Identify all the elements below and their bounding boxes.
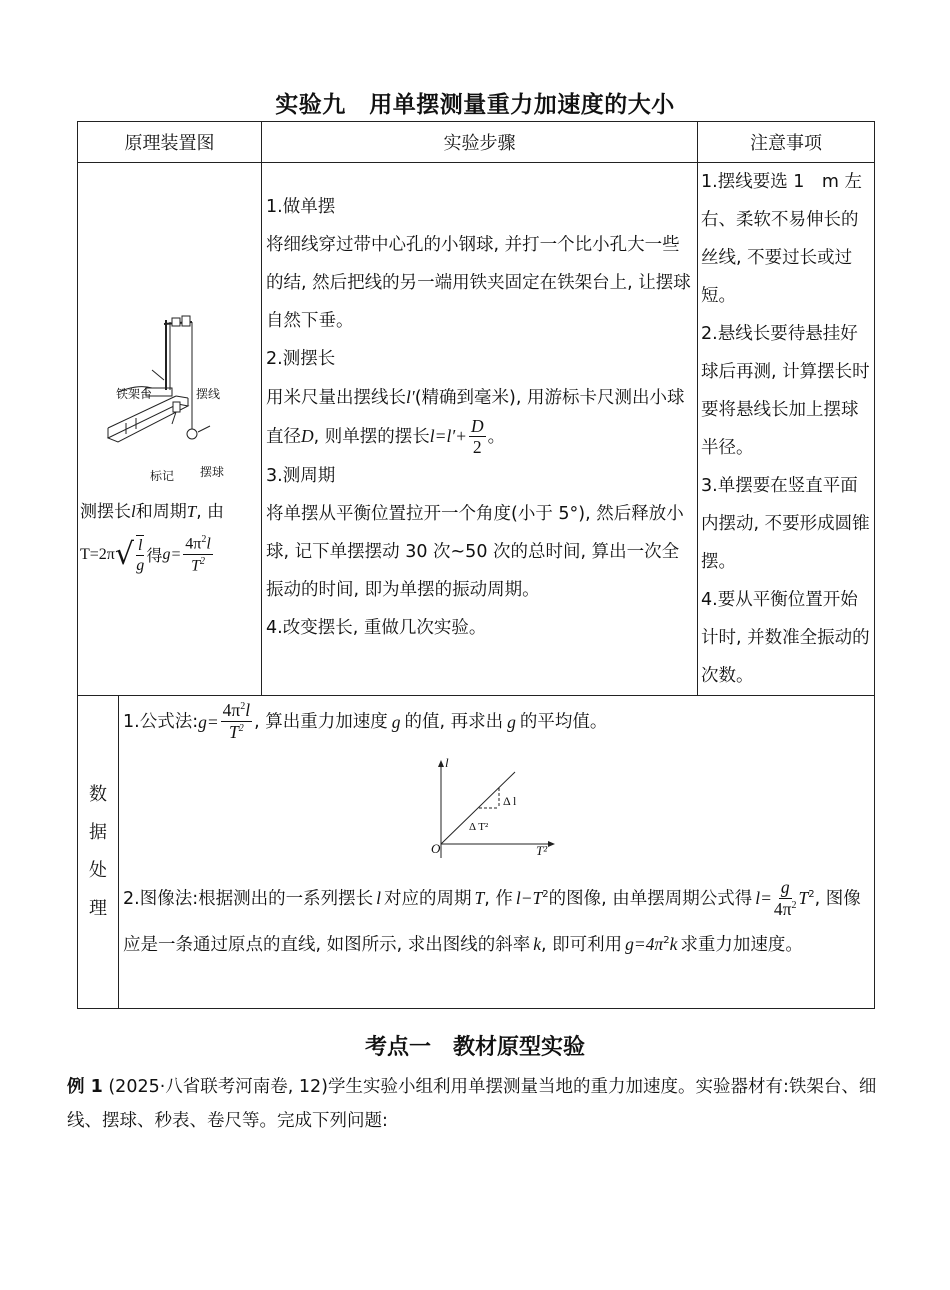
m1-num: 4π: [222, 700, 241, 720]
m2-k2: k: [669, 933, 678, 954]
notes-cell: [698, 163, 875, 696]
m2-l: l: [376, 887, 381, 908]
m2-T2: T: [798, 887, 809, 908]
formula-g: g=: [162, 545, 182, 563]
label-bob: 摆球: [200, 465, 225, 479]
experiment-table: [77, 121, 875, 1009]
header-steps: 实验步骤: [262, 122, 698, 163]
graph-delta-T2: Δ T²: [469, 821, 489, 833]
header-notes: 注意事项: [698, 122, 875, 163]
m2-f: 求重力加速度。: [680, 934, 803, 955]
label-stand: 铁架台: [116, 387, 153, 401]
formula-frac: $\frac{4\pi^2l}{T^2}$: [185, 534, 211, 574]
apparatus-formula: [80, 535, 215, 574]
graph-origin: O: [431, 841, 441, 856]
formula-T: T=2π: [80, 545, 115, 563]
label-string: 摆线: [196, 387, 221, 401]
step1-title: 1.做单摆: [266, 197, 336, 217]
m2-k: k: [533, 933, 542, 954]
m2-b: , 作: [484, 888, 513, 909]
frac-num-tail: l: [206, 535, 211, 553]
step2-D: D: [301, 426, 314, 446]
m2-a: 对应的周期: [383, 888, 472, 909]
data-processing-label-cell: [78, 696, 119, 1009]
step1-text: 将细线穿过带中心孔的小钢球, 并打一个比小孔大一些的结, 然后把线的另一端用铁夹固定在铁架台上, 让摆球自然下垂。: [266, 235, 691, 331]
frac-den: T: [191, 556, 200, 574]
caption-text: 测摆长: [80, 502, 131, 522]
step2-a: 用米尺量出摆线长: [266, 388, 406, 408]
step2-text: [266, 378, 693, 457]
step2-c: , 则单摆的摆长: [313, 427, 430, 447]
example-paragraph: [67, 1070, 877, 1138]
m2-T: T: [474, 887, 485, 908]
step2-var: l′: [406, 387, 415, 407]
note-3: 3.单摆要在竖直平面内摆动, 不要形成圆锥摆。: [701, 476, 870, 572]
step2-frac-den: 2: [472, 437, 482, 457]
m1-prefix: 1.公式法:: [123, 711, 199, 732]
pendulum-apparatus-diagram: [78, 308, 262, 443]
step2-frac: [469, 415, 486, 457]
m2-e: , 即可利用: [541, 934, 623, 955]
note-2: 2.悬线长要待悬挂好球后再测, 计算摆长时要将悬线长加上摆球半径。: [701, 324, 870, 458]
example-text: (2025·八省联考河南卷, 12)学生实验小组利用单摆测量当地的重力加速度。实验器材有:铁架台、细线、摆球、秒表、卷尺等。完成下列问题:: [67, 1077, 877, 1131]
m2-lT: l−T: [515, 887, 543, 908]
m2-geq: g=4π: [625, 933, 664, 954]
m1-text2: 的值, 再求出: [404, 711, 504, 732]
m1-g2: g: [391, 711, 401, 732]
method1: [123, 702, 870, 741]
example-label: 例 1: [67, 1077, 103, 1097]
note-1: 1.摆线要选 1 m 左右、柔软不易伸长的丝线, 不要过长或过短。: [701, 172, 863, 306]
step4-title: 4.改变摆长, 重做几次实验。: [266, 617, 487, 638]
step3-title: 3.测周期: [266, 465, 336, 486]
m1-den: T: [229, 721, 239, 742]
label-mark: 标记: [150, 469, 175, 483]
graph-y-label: l: [445, 755, 449, 770]
apparatus-cell: [78, 163, 262, 696]
data-processing-cell: [119, 696, 875, 1009]
var-l: l: [131, 502, 136, 521]
l-T2-graph: [431, 755, 571, 868]
m2-frac: $\frac{g}{4\pi^2}$: [773, 877, 797, 919]
m1-g: g=: [198, 711, 219, 732]
step2-title: 2.测摆长: [266, 349, 336, 369]
m1-num-tail: l: [245, 700, 251, 720]
caption-mid: 和周期: [135, 502, 187, 522]
formula-get: 得: [146, 546, 163, 565]
page-title: 实验九 用单摆测量重力加速度的大小: [275, 92, 675, 118]
m2-leq: l=: [755, 887, 772, 908]
step2-frac-num: D: [470, 415, 484, 436]
m1-text: , 算出重力加速度: [254, 711, 388, 732]
m2-prefix: 2.图像法:根据测出的一系列摆长: [123, 888, 374, 909]
step3-text: 将单摆从平衡位置拉开一个角度(小于 5°), 然后释放小球, 记下单摆摆动 30 次~50 次的总时间, 算出一次全振动的时间, 即为单摆的振动周期。: [266, 503, 684, 600]
var-T: T: [186, 502, 197, 521]
sqrt-symbol: √: [114, 536, 134, 572]
graph-delta-l: Δ l: [503, 794, 517, 808]
note-4: 4.要从平衡位置开始计时, 并数准全振动的次数。: [701, 590, 870, 686]
caption-suffix: , 由: [196, 502, 225, 522]
apparatus-caption: [80, 493, 260, 531]
frac-num: 4π: [185, 535, 202, 553]
step2-b: (精确到毫米), 用游标卡尺测出小球直径: [266, 388, 685, 447]
m1-text3: 的平均值。: [519, 711, 608, 732]
sqrt-frac: $\frac{l}{g}$: [136, 537, 145, 574]
step2-end: 。: [487, 427, 506, 447]
m1-frac: $\frac{4\pi^2l}{T^2}$: [222, 700, 251, 742]
m2-fnum: g: [780, 877, 790, 898]
step2-formula: l=l′+: [429, 426, 467, 446]
steps-cell: [262, 163, 698, 696]
section-title: 考点一 教材原型实验: [364, 1035, 585, 1060]
header-principle: 原理装置图: [78, 122, 262, 163]
data-processing-label: 数据处理: [89, 784, 107, 919]
graph-x-label: T²: [536, 843, 548, 858]
method2: 2.图像法:根据测出的一系列摆长 l 对应的周期 T, 作 $l-T^2$的图像, 由单摆周期公式得 l= $\frac{g}{4\pi^2}$ $T^2$, 图像应是一条通过原点的直线, 如图所示, 求出图线的斜率 k, 即可利用 $g=4\pi^2k$ 求重力加速度。: [123, 877, 861, 955]
m1-g3: g: [507, 711, 516, 732]
m2-c: 的图像, 由单摆周期公式得: [548, 888, 753, 909]
m2-d: , 图像应是一条通过原点的直线, 如图所示, 求出图线的斜率: [123, 888, 861, 955]
m2-fden: 4π: [773, 898, 792, 919]
